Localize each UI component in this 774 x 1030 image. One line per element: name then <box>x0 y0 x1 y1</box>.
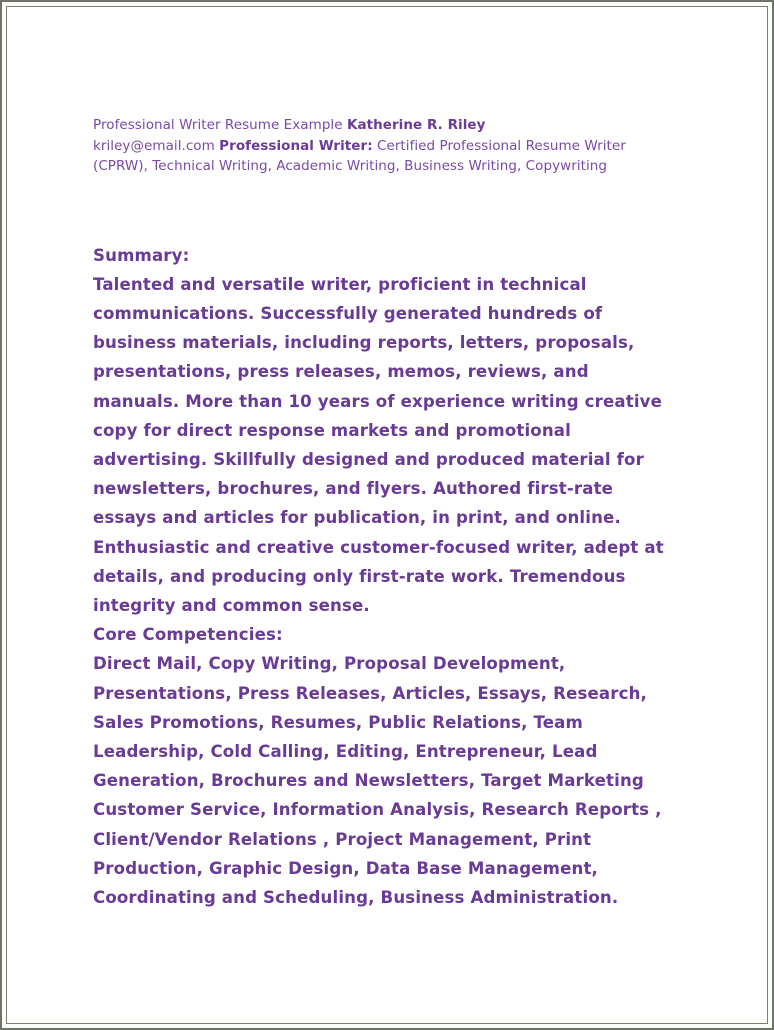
summary-line: manuals. More than 10 years of experience writing creative <box>93 391 663 411</box>
summary-line: business materials, including reports, letters, proposals, <box>93 333 635 353</box>
competencies-heading: Core Competencies: <box>93 625 283 645</box>
header-line-2 <box>93 136 693 157</box>
role-label: Professional Writer: <box>219 137 373 154</box>
role-detail: Certified Professional Resume Writer <box>377 137 626 154</box>
summary-line: details, and producing only first-rate work. Tremendous <box>93 566 626 586</box>
competencies-line: Sales Promotions, Resumes, Public Relations, Team <box>93 712 583 732</box>
summary-line: newsletters, brochures, and flyers. Authored first-rate <box>93 479 614 499</box>
header-line-1 <box>93 115 693 136</box>
summary-line: communications. Successfully generated hundreds of <box>93 303 603 323</box>
summary-line: Talented and versatile writer, proficient in technical <box>93 274 587 294</box>
summary-heading: Summary: <box>93 245 190 265</box>
candidate-email: kriley@email.com <box>93 137 215 154</box>
candidate-name: Katherine R. Riley <box>346 117 486 133</box>
competencies-line: Leadership, Cold Calling, Editing, Entrepreneur, Lead <box>93 741 598 761</box>
summary-line: copy for direct response markets and promotional <box>93 420 571 440</box>
competencies-line: Direct Mail, Copy Writing, Proposal Development, <box>93 654 566 674</box>
resume-document <box>93 115 693 912</box>
summary-line: Enthusiastic and creative customer-focused writer, adept at <box>93 537 664 557</box>
resume-body <box>93 241 693 913</box>
summary-line: advertising. Skillfully designed and produced material for <box>93 449 644 469</box>
competencies-line: Presentations, Press Releases, Articles, Essays, Research, <box>93 683 647 703</box>
header-line-3: (CPRW), Technical Writing, Academic Writing, Business Writing, Copywriting <box>93 158 607 174</box>
competencies-line: Coordinating and Scheduling, Business Administration. <box>93 887 619 907</box>
competencies-line: Client/Vendor Relations , Project Management, Print <box>93 829 592 849</box>
summary-line: integrity and common sense. <box>93 595 370 615</box>
summary-line: essays and articles for publication, in print, and online. <box>93 508 621 528</box>
resume-header <box>93 115 693 177</box>
competencies-line: Generation, Brochures and Newsletters, Target Marketing <box>93 771 644 791</box>
summary-line: presentations, press releases, memos, reviews, and <box>93 362 589 382</box>
document-title: Professional Writer Resume Example <box>93 117 343 133</box>
competencies-line: Production, Graphic Design, Data Base Management, <box>93 858 598 878</box>
competencies-line: Customer Service, Information Analysis, Research Reports , <box>93 800 662 820</box>
